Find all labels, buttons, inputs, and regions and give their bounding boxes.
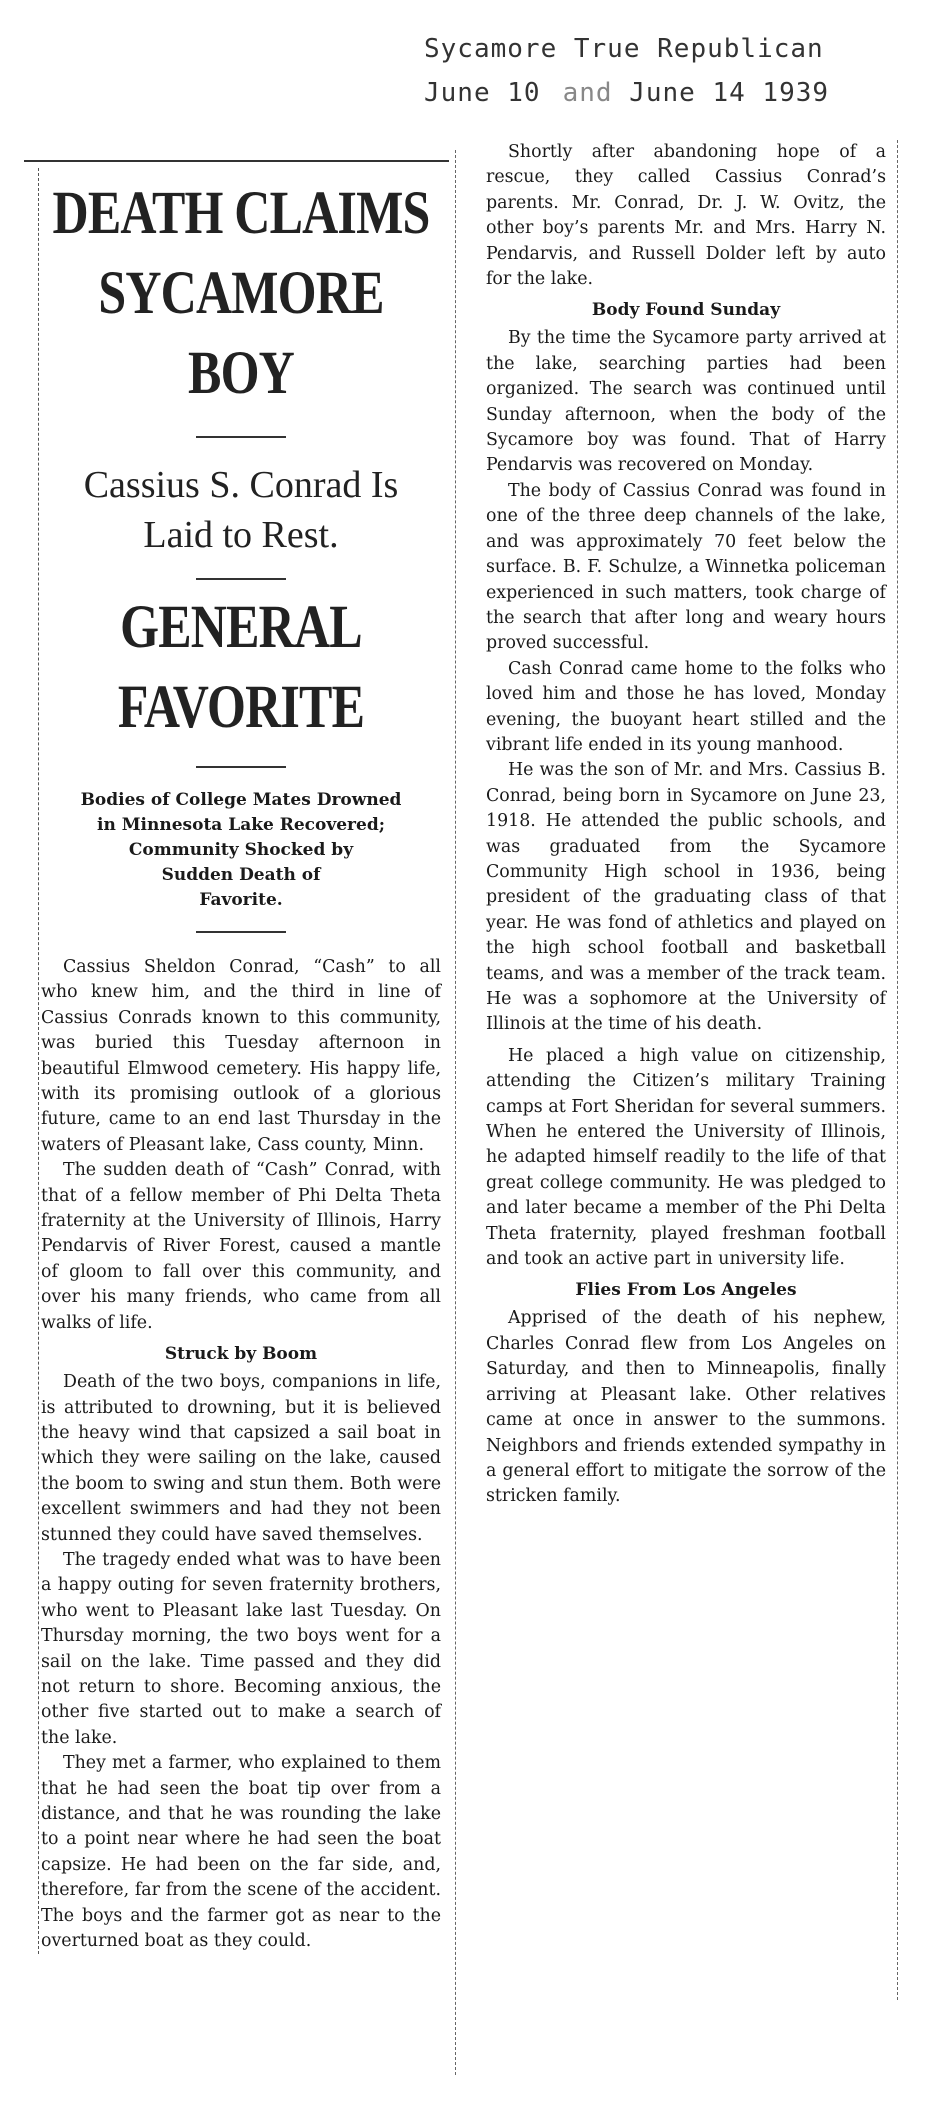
paragraph: Apprised of the death of his nephew, Charles Conrad flew from Los Angeles on Saturday, and then to Minneapolis, finally arriving at Pleasant lake. Other relatives came at once in answer to the summons. Neighbors and friends extended sympathy in a general effort to mitigate the sorrow of the stricken family. <box>486 1308 886 1507</box>
headline-line-1: DEATH CLAIMS <box>52 180 430 247</box>
section-heading: Body Found Sunday <box>591 300 781 321</box>
paragraph: Death of the two boys, companions in life, is attributed to drowning, but it is believed the heavy wind that capsized a sail boat in which they were sailing on the lake, caused the boom to swing and stun them. Both were excellent swimmers and had they not been stunned they could have saved themselves. <box>41 1372 441 1545</box>
section-heading: Struck by Boom <box>164 1344 318 1365</box>
paragraph: Cash Conrad came home to the folks who loved him and those he has loved, Monday evening, the buoyant heart stilled and the vibrant life ended in its young manhood. <box>486 658 886 755</box>
deck-line-1: Bodies of College Mates Drowned <box>80 790 402 810</box>
divider <box>196 766 286 768</box>
column-left <box>38 168 441 1954</box>
deck-line-3: Community Shocked by <box>128 840 354 860</box>
second-headline: GENERAL FAVORITE <box>117 594 365 741</box>
paragraph: He was the son of Mr. and Mrs. Cassius B. Conrad, being born in Sycamore on June 23, 1918. He attended the public schools, and was graduated from the Sycamore Community High school in 1936, being president of the graduating class of that year. He was fond of athletics and played on the high school football and basketball teams, and was a member of the track team. He was a sophomore at the University of Illinois at the time of his death. <box>486 760 886 1035</box>
paragraph: The body of Cassius Conrad was found in one of the three deep channels of the lake, and was approximately 70 feet below the surface. B. F. Schulze, a Winnetka policeman experienced in such matters, took charge of the search that after long and weary hours proved successful. <box>486 480 886 654</box>
right-border <box>897 140 898 2000</box>
paragraph: Shortly after abandoning hope of a rescue, they called Cassius Conrad’s parents. Mr. Conrad, Dr. J. W. Ovitz, the other boy’s parents Mr. and Mrs. Harry N. Pendarvis, and Russell Dolder left by auto for the lake. <box>486 142 886 290</box>
paragraph: The sudden death of “Cash” Conrad, with that of a fellow member of Phi Delta Theta fraternity at the University of Illinois, Harry Pendarvis of River Forest, caused a mantle of gloom to fall over this community, and over his many friends, who came from all walks of life. <box>41 1160 441 1333</box>
deck-line-4: Sudden Death of <box>161 865 321 885</box>
paragraph: They met a farmer, who explained to them that he had seen the boat tip over from a distance, and that he was rounding the lake to a point near where he had seen the boat capsize. He had been on the far side, and, therefore, far from the scene of the accident. The boys and the farmer got as near to the overturned boat as they could. <box>41 1753 441 1952</box>
date-and: and <box>562 78 613 108</box>
paragraph: He placed a high value on citizenship, attending the Citizen’s military Training camps at Fort Sheridan for several summers. When he entered the University of Illinois, he adapted himself readily to the life of that great college community. He was pledged to and later became a member of the Phi Delta Theta fraternity, played freshman football and took an active part in university life. <box>486 1045 886 1270</box>
headline-line-2: SYCAMORE BOY <box>98 260 384 407</box>
section-heading: Flies From Los Angeles <box>575 1280 797 1301</box>
paragraph: The tragedy ended what was to have been a happy outing for seven fraternity brothers, who went to Pleasant lake last Tuesday. On Thursday morning, the two boys went for a sail on the lake. Time passed and they did not return to shore. Becoming anxious, the other five started out to make a search of the lake. <box>41 1549 441 1748</box>
paragraph: Cassius Sheldon Conrad, “Cash” to all who knew him, and the third in line of Cassius Conrads known to this community, was buried this Tuesday afternoon in beautiful Elmwood cemetery. His happy life, with its promising outlook of a glorious future, came to an end last Thursday in the waters of Pleasant lake, Cass county, Minn. <box>41 957 441 1155</box>
subheadline-line-1: Cassius S. Conrad Is <box>83 464 399 506</box>
subheadline-line-2: Laid to Rest. <box>143 514 339 556</box>
publication-name: Sycamore True Republican <box>424 34 824 64</box>
deck-line-2: in Minnesota Lake Recovered; <box>97 815 385 835</box>
paragraph: By the time the Sycamore party arrived at the lake, searching parties had been organized. The search was continued until Sunday afternoon, when the body of the Sycamore boy was found. That of Harry Pendarvis was recovered on Monday. <box>486 328 886 476</box>
divider <box>196 578 286 580</box>
deck-line-5: Favorite. <box>199 890 283 910</box>
column-right <box>486 140 886 1510</box>
publication-date <box>424 74 829 112</box>
date-second: June 14 1939 <box>629 78 830 108</box>
top-rule <box>24 160 449 162</box>
divider <box>196 931 286 933</box>
date-first: June 10 <box>424 78 541 108</box>
column-divider <box>455 150 456 2075</box>
divider <box>196 436 286 438</box>
